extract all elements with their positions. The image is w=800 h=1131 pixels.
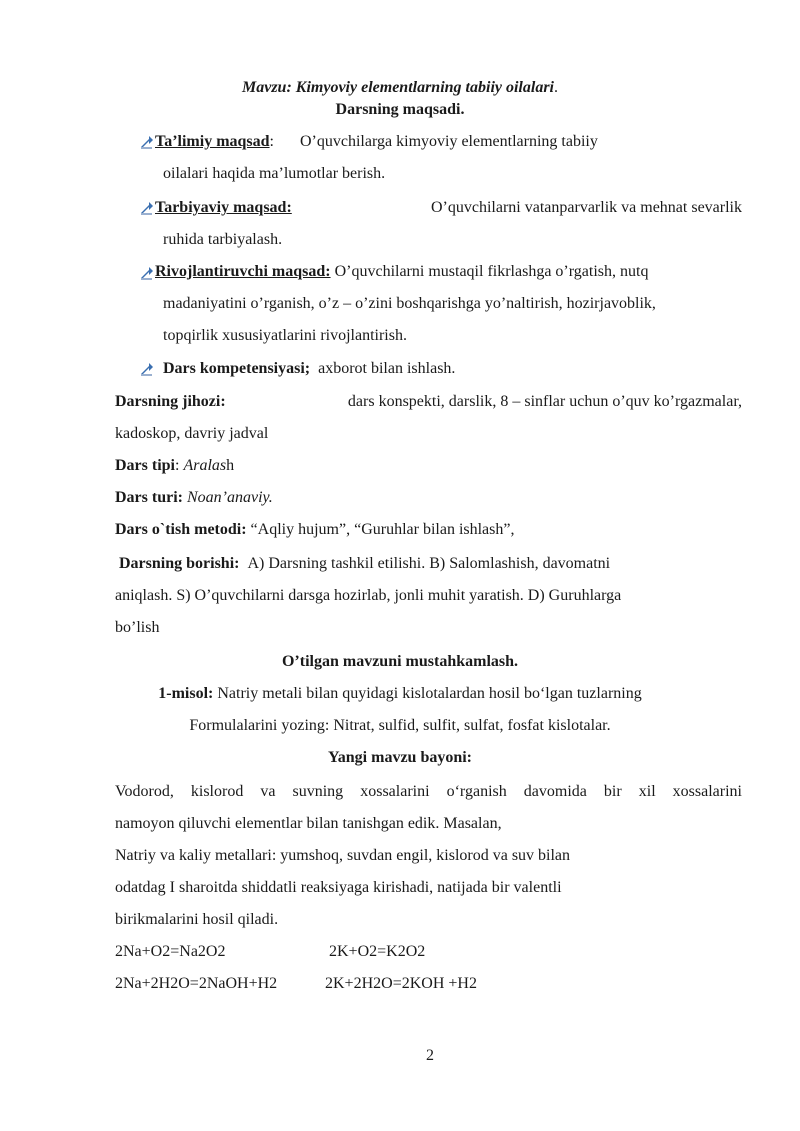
example-text-2: Formulalarini yozing: Nitrat, sulfid, sulfit, sulfat, fosfat kislotalar. (189, 717, 611, 734)
teaching-method (115, 520, 514, 540)
lesson-title (0, 78, 800, 98)
example-text: Natriy metali bilan quyidagi kislotalardan hosil bo‘lgan tuzlarning (217, 685, 642, 702)
goal-competency-label: Dars kompetensiyasi; (163, 360, 311, 377)
equation-right: 2K+2H2O=2KOH +H2 (325, 975, 477, 992)
lesson-kind-value: Noan’anaviy. (186, 489, 273, 506)
lesson-progress-text: A) Darsning tashkil etilishi. B) Salomlashish, davomatni (247, 555, 611, 572)
body-paragraph-line: namoyon qiluvchi elementlar bilan tanishgan edik. Masalan, (115, 815, 502, 832)
equipment-label: Darsning jihozi: (115, 393, 226, 410)
lesson-type: Dars tipi: Aralash (115, 457, 235, 474)
goal-educational-text-2: oilalari haqida ma’lumotlar berish. (163, 165, 386, 182)
goal-upbringing (155, 198, 742, 218)
goal-development-label: Rivojlantiruvchi maqsad: (155, 263, 331, 280)
teaching-method-label: Dars o`tish metodi: (115, 521, 247, 538)
goal-educational-label: Ta’limiy maqsad (155, 133, 270, 150)
equipment-text-2: kadoskop, davriy jadval (115, 425, 269, 442)
lesson-type-label: Dars tipi (115, 457, 175, 474)
lesson-kind-label: Dars turi: (115, 489, 183, 506)
example-label: 1-misol: (158, 685, 214, 702)
lesson-progress-label: Darsning borishi: (119, 555, 240, 572)
equation-left: 2Na+O2=Na2O2 (115, 943, 226, 960)
lesson-type-value: Aralas (183, 457, 227, 474)
lesson-kind (115, 488, 273, 508)
lesson-progress (119, 554, 610, 574)
title-prefix: Mavzu: (242, 79, 292, 96)
body-paragraph-line: Natriy va kaliy metallari: yumshoq, suvdan engil, kislorod va suv bilan (115, 847, 571, 864)
goal-upbringing-text-2: ruhida tarbiyalash. (163, 231, 283, 248)
arrow-bullet-icon (140, 201, 154, 215)
equipment (115, 392, 742, 412)
lesson-progress-text-3: bo’lish (115, 619, 160, 636)
equation-left: 2Na+2H2O=2NaOH+H2 (115, 975, 278, 992)
goal-upbringing-label: Tarbiyaviy maqsad: (155, 199, 292, 216)
arrow-bullet-icon (140, 266, 154, 280)
example-1 (0, 684, 800, 704)
lesson-progress-text-2: aniqlash. S) O’quvchilarni darsga hozirlab, jonli muhit yaratish. D) Guruhlarga (115, 587, 622, 604)
equation-right: 2K+O2=K2O2 (329, 943, 426, 960)
teaching-method-value: “Aqliy hujum”, “Guruhlar bilan ishlash”, (250, 521, 515, 538)
goal-development-text: O’quvchilarni mustaqil fikrlashga o’rgatish, nutq (334, 263, 649, 280)
goals-heading: Darsning maqsadi. (335, 101, 465, 118)
goal-competency (163, 359, 455, 379)
goal-educational: Ta’limiy maqsad: O’quvchilarga kimyoviy elementlarning tabiiy (155, 133, 598, 150)
body-paragraph-line: birikmalarini hosil qiladi. (115, 911, 279, 928)
goal-development-text-2: madaniyatini o’rganish, o’z – o’zini boshqarishga yo’naltirish, hozirjavoblik, (163, 295, 656, 312)
title-period: . (554, 79, 558, 96)
new-topic-heading: Yangi mavzu bayoni: (327, 749, 473, 766)
arrow-bullet-icon (140, 362, 154, 376)
page-number: 2 (426, 1047, 434, 1064)
goal-development (155, 262, 648, 282)
title-topic: Kimyoviy elementlarning tabiiy oilalari (295, 79, 554, 96)
arrow-bullet-icon (140, 135, 154, 149)
goal-educational-text: O’quvchilarga kimyoviy elementlarning tabiiy (300, 133, 598, 150)
body-paragraph-line: odatdag I sharoitda shiddatli reaksiyaga kirishadi, natijada bir valentli (115, 879, 562, 896)
goal-development-text-3: topqirlik xususiyatlarini rivojlantirish. (163, 327, 407, 344)
review-heading: O’tilgan mavzuni mustahkamlash. (281, 653, 519, 670)
equipment-text: dars konspekti, darslik, 8 – sinflar uchun o’quv ko’rgazmalar, (347, 393, 742, 410)
body-paragraph-line: Vodorod, kislorod va suvning xossalarini o‘rganish davomida bir xil xossalarini (115, 783, 742, 800)
goal-upbringing-text: O’quvchilarni vatanparvarlik va mehnat sevarlik (431, 199, 742, 216)
goal-competency-text: axborot bilan ishlash. (318, 360, 456, 377)
